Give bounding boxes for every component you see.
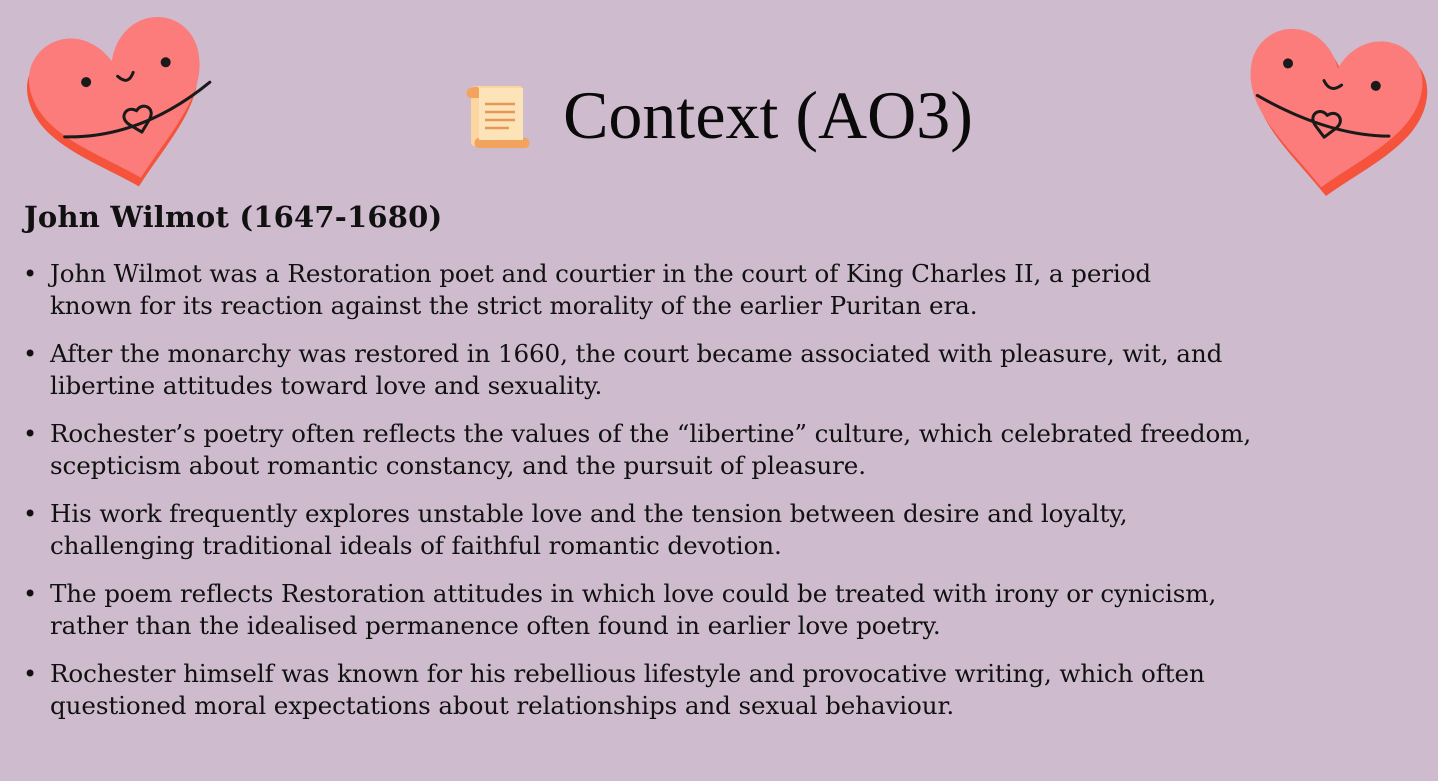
list-item: [20, 658, 1420, 722]
bullet-line: known for its reaction against the strict morality of the earlier Puritan era.: [50, 291, 978, 320]
list-item: [20, 418, 1420, 482]
bullet-line: Rochester himself was known for his rebellious lifestyle and provocative writing, which often: [50, 659, 1205, 688]
bullet-line: challenging traditional ideals of faithful romantic devotion.: [50, 531, 782, 560]
list-item: [20, 258, 1420, 322]
bullet-line: Rochester’s poetry often reflects the values of the “libertine” culture, which celebrated freedom,: [50, 419, 1252, 448]
bullet-icon: •: [23, 420, 38, 448]
title-bar: [0, 77, 1438, 160]
list-item: [20, 338, 1420, 402]
bullet-line: questioned moral expectations about relationships and sexual behaviour.: [50, 691, 955, 720]
list-item: [20, 498, 1420, 562]
bullet-line: rather than the idealised permanence often found in earlier love poetry.: [50, 611, 941, 640]
bullet-icon: •: [23, 260, 38, 288]
bullet-list: [20, 258, 1420, 738]
bullet-icon: •: [23, 660, 38, 688]
bullet-line: libertine attitudes toward love and sexuality.: [50, 371, 603, 400]
page-title: Context (AO3): [563, 77, 973, 153]
bullet-line: The poem reflects Restoration attitudes in which love could be treated with irony or cynicism,: [50, 579, 1217, 608]
bullet-line: scepticism about romantic constancy, and the pursuit of pleasure.: [50, 451, 866, 480]
bullet-icon: •: [23, 580, 38, 608]
list-item: [20, 578, 1420, 642]
section-heading: John Wilmot (1647-1680): [24, 200, 443, 234]
bullet-icon: •: [23, 340, 38, 368]
scroll-icon: [465, 80, 533, 150]
bullet-line: His work frequently explores unstable love and the tension between desire and loyalty,: [50, 499, 1128, 528]
bullet-line: After the monarchy was restored in 1660, the court became associated with pleasure, wit, and: [50, 339, 1223, 368]
bullet-line: John Wilmot was a Restoration poet and courtier in the court of King Charles II, a period: [50, 259, 1152, 288]
bullet-icon: •: [23, 500, 38, 528]
